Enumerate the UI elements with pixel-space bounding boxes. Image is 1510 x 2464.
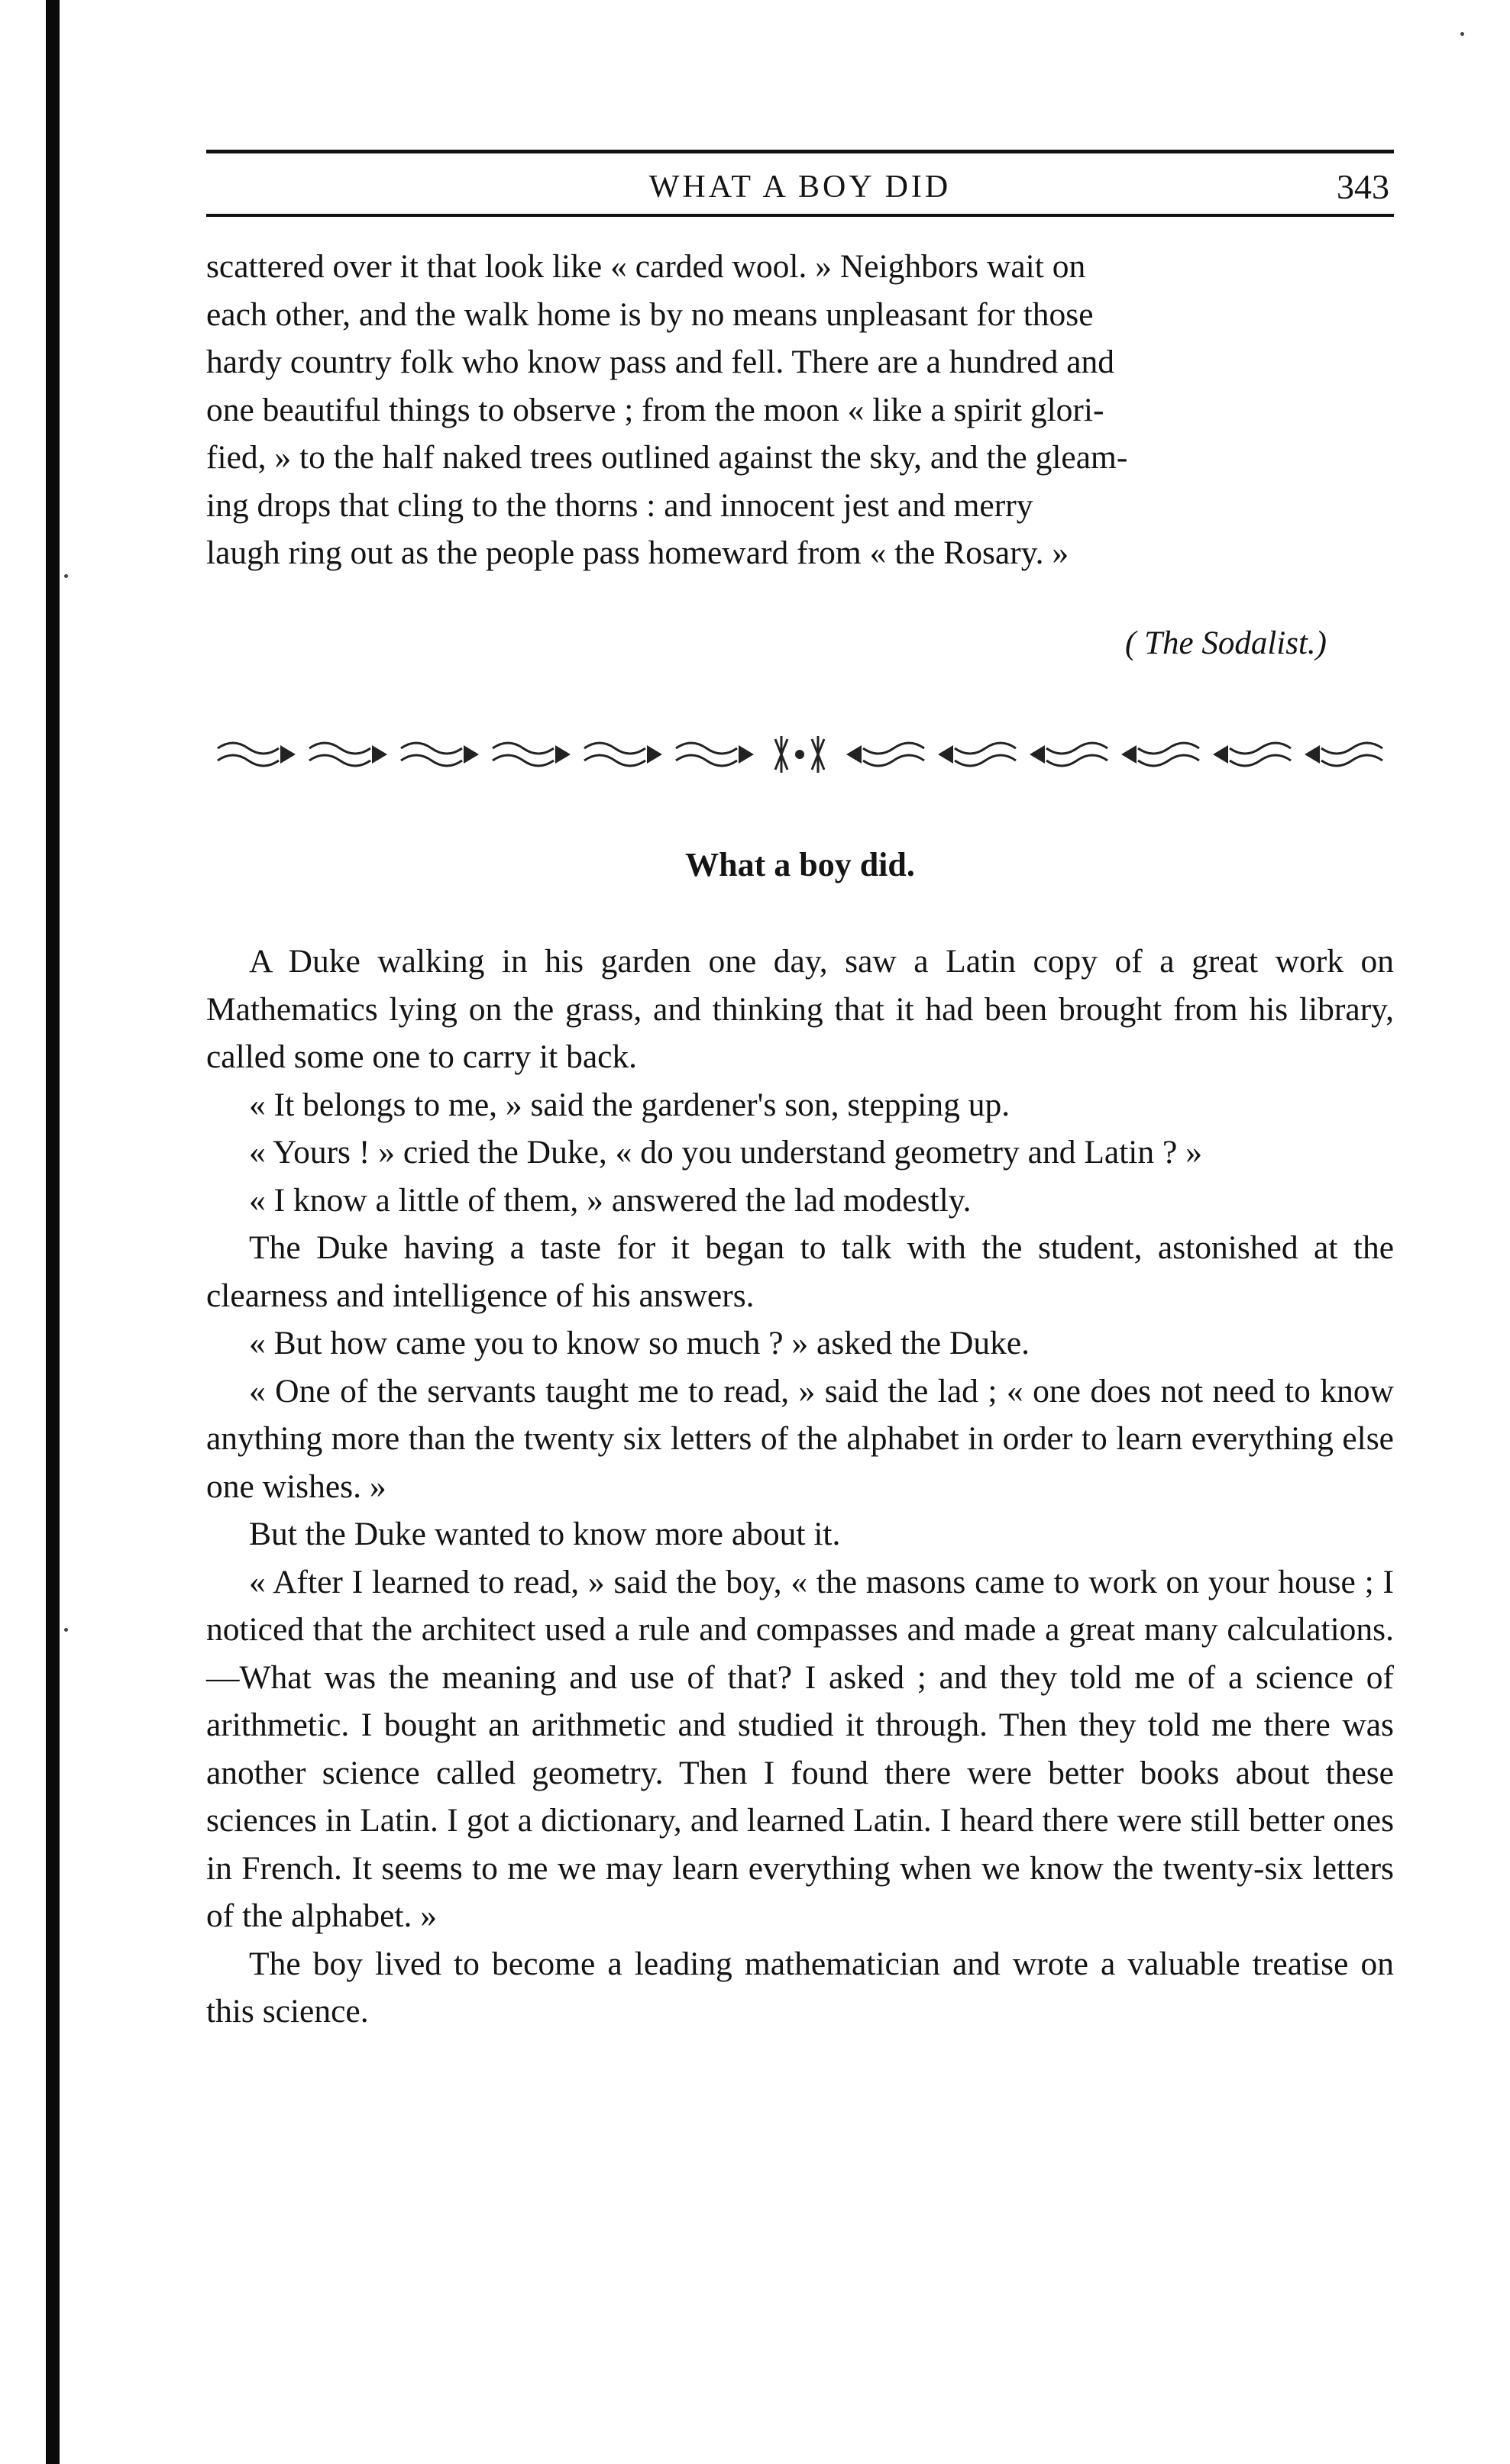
text-line: hardy country folk who know pass and fell. There are a hundred and (206, 344, 1115, 380)
scan-speck (64, 574, 68, 578)
text-line: scattered over it that look like « carded wool. » Neighbors wait on (206, 248, 1086, 285)
header-rule-top (206, 150, 1394, 153)
page-number: 343 (1337, 167, 1389, 206)
article-body (206, 938, 1394, 2036)
scan-speck (1460, 32, 1464, 36)
text-line: each other, and the walk home is by no means unpleasant for those (206, 295, 1094, 333)
article-heading: What a boy did. (685, 846, 915, 883)
previous-article-text (206, 243, 1394, 577)
paragraph: But the Duke wanted to know more about it. (249, 1516, 841, 1552)
scan-speck (64, 1628, 68, 1632)
source-credit: ( The Sodalist.) (1125, 625, 1327, 661)
running-head (206, 163, 1394, 211)
text-line: one beautiful things to observe ; from the moon « like a spirit glori- (206, 391, 1104, 428)
text-line: ing drops that cling to the thorns : and innocent jest and merry (206, 486, 1033, 524)
running-title: WHAT A BOY DID (648, 170, 952, 205)
paragraph: The Duke having a taste for it began to talk with the student, astonished at the clearness and intelligence of his answers. (206, 1229, 1394, 1314)
binding-edge-shadow (46, 0, 60, 2464)
paragraph: « After I learned to read, » said the boy, « the masons came to work on your house ; I noticed that the architect used a rule and compasses and made a great many calculations.—What was the meaning and use of that? I asked ; and they told me of a science of arithmetic. I bought an arithmetic and studied it through. Then they told me there was another science called geometry. Then I found there were better books about these sciences in Latin. I got a dictionary, and learned Latin. I heard there were still better ones in French. It seems to me we may learn everything when we know the twenty-six letters of the alphabet. » (206, 1563, 1394, 1934)
decorative-fleuron-band (210, 733, 1390, 776)
paragraph: The boy lived to become a leading mathematician and wrote a valuable treatise on this science. (206, 1945, 1394, 2030)
text-line: fied, » to the half naked trees outlined against the sky, and the gleam- (206, 439, 1128, 476)
paragraph: « One of the servants taught me to read, » said the lad ; « one does not need to know anything more than the twenty six letters of the alphabet in order to learn everything else one wishes. » (206, 1372, 1394, 1505)
paragraph: « I know a little of them, » answered the lad modestly. (249, 1181, 972, 1219)
text-line: laugh ring out as the people pass homeward from « the Rosary. » (206, 534, 1069, 571)
paragraph: « It belongs to me, » said the gardener's son, stepping up. (249, 1086, 1010, 1123)
header-rule-bottom (206, 214, 1394, 217)
paragraph: « But how came you to know so much ? » asked the Duke. (249, 1325, 1030, 1361)
paragraph: « Yours ! » cried the Duke, « do you understand geometry and Latin ? » (249, 1134, 1202, 1171)
paragraph: A Duke walking in his garden one day, saw a Latin copy of a great work on Mathematics lying on the grass, and thinking that it had been brought from his library, called some one to carry it back. (206, 943, 1394, 1075)
